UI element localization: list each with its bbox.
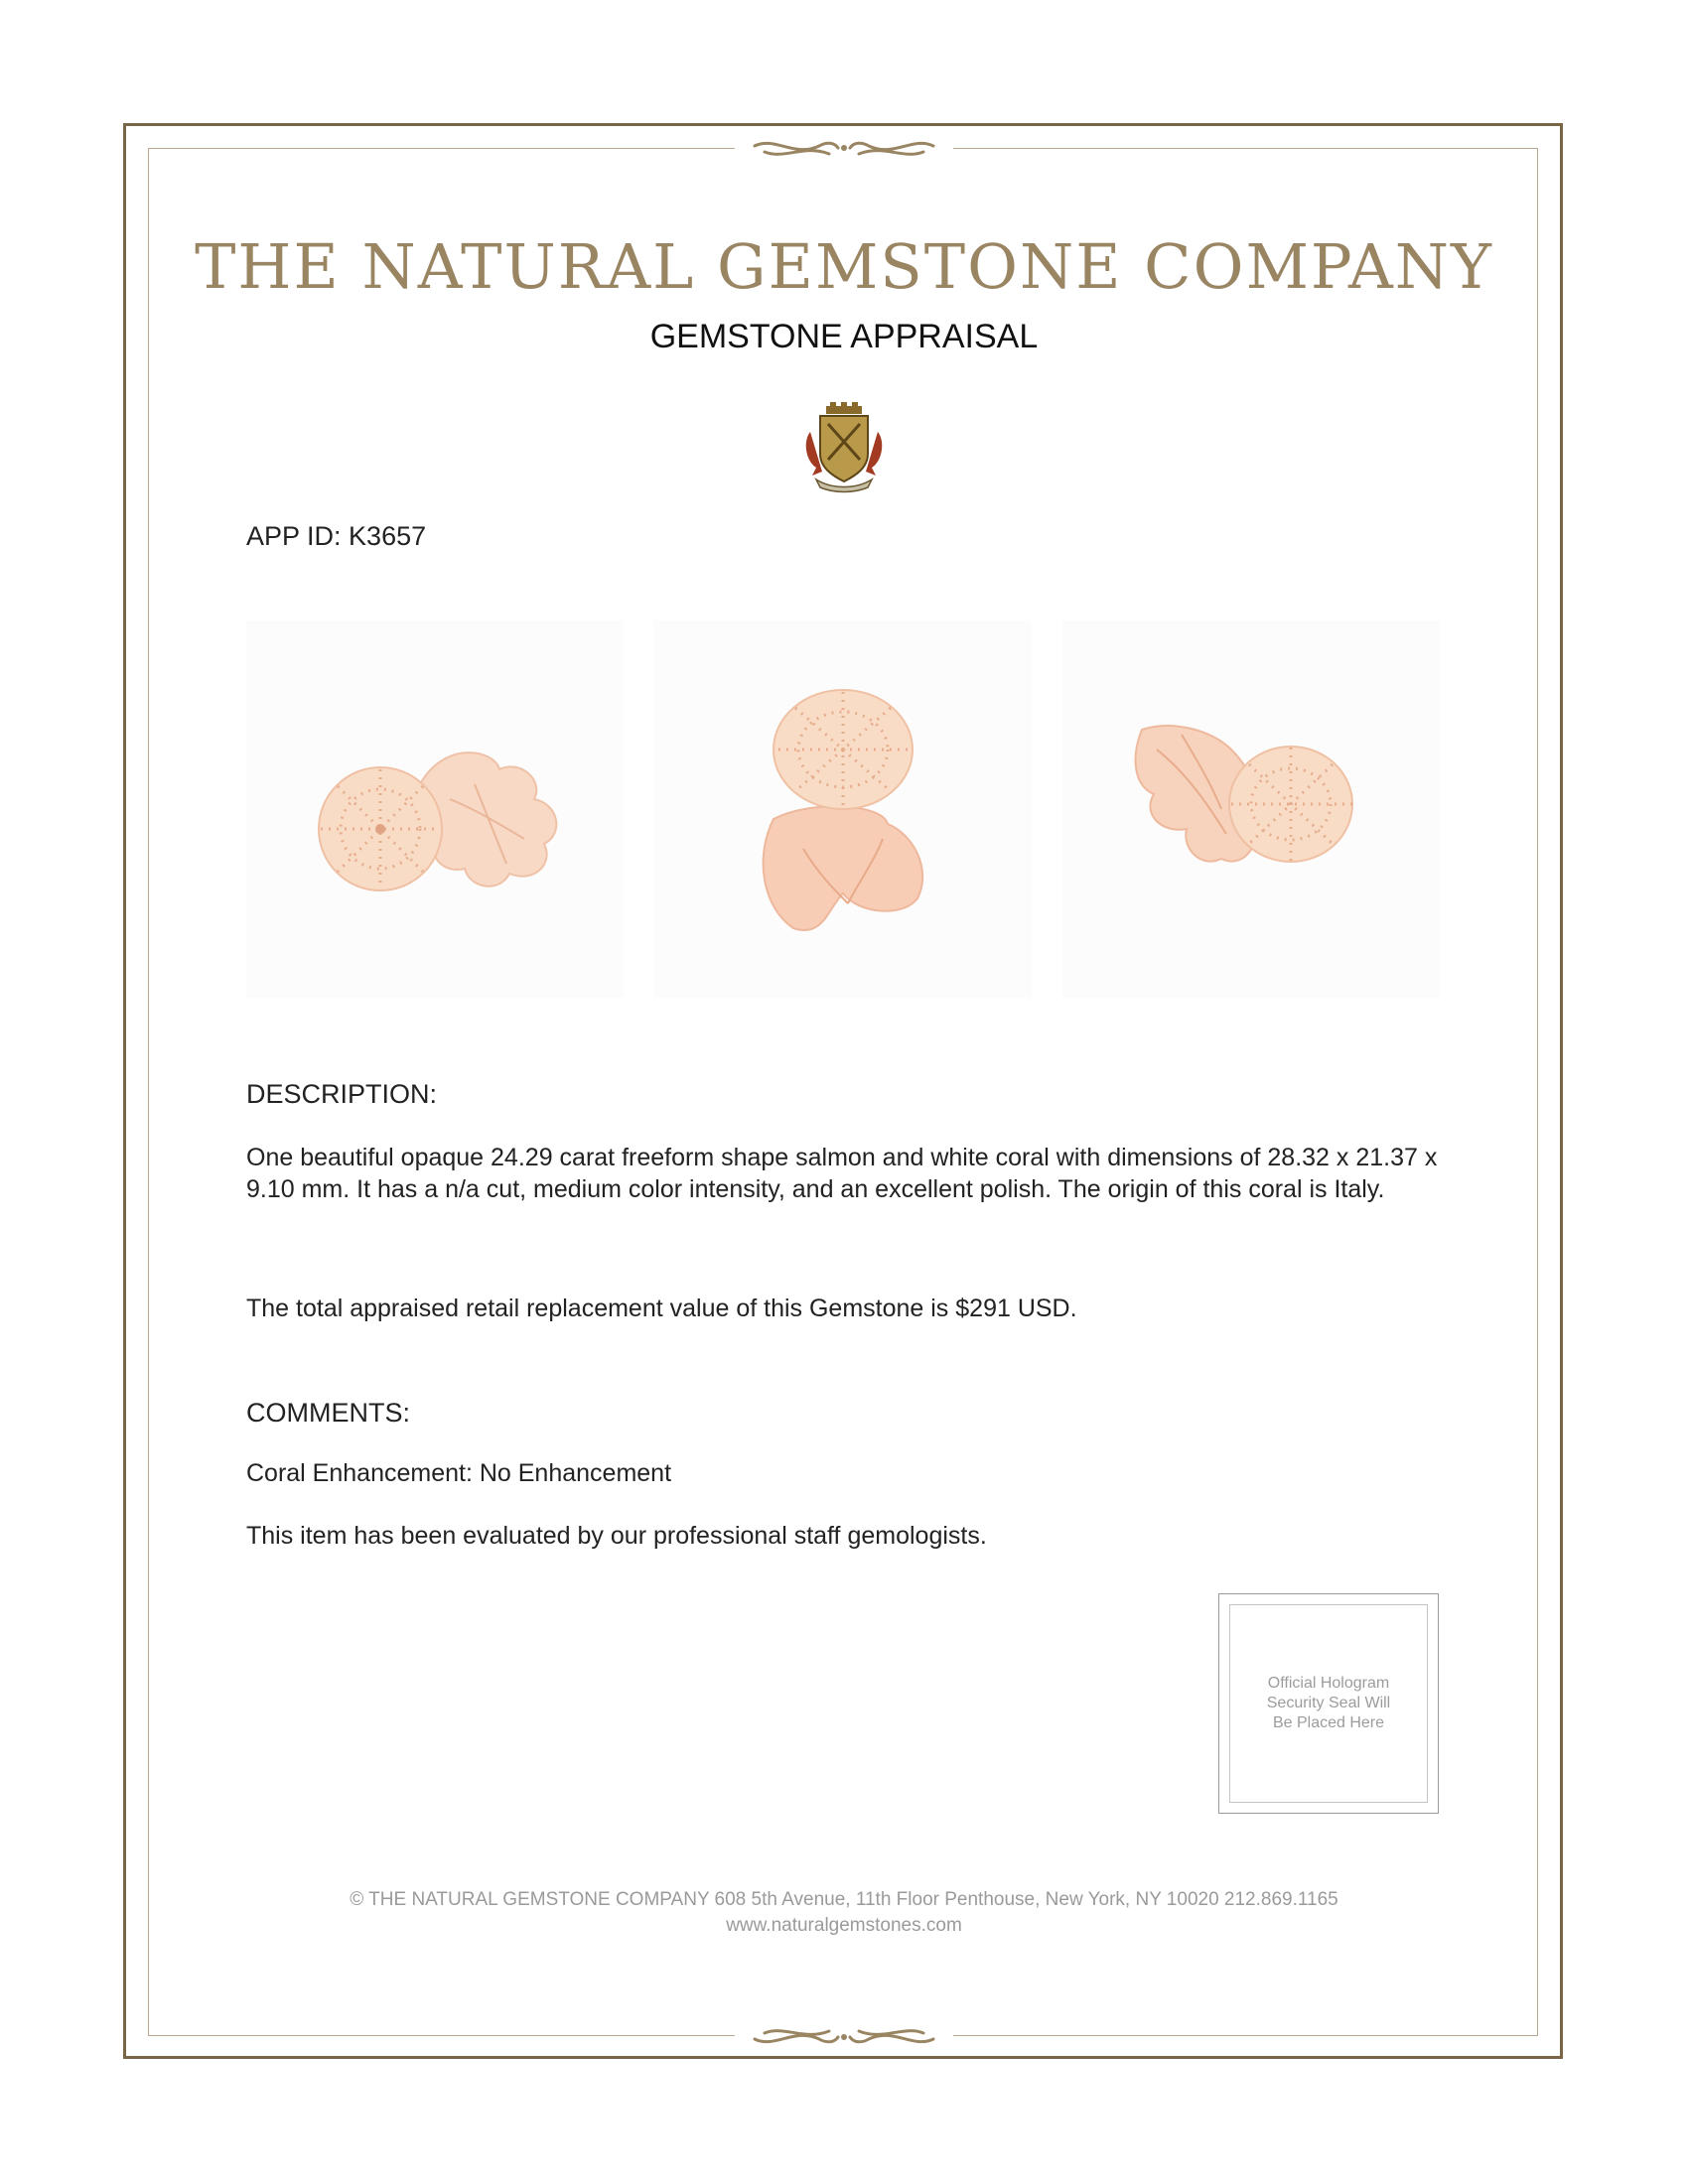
evaluation-comment: This item has been evaluated by our professional staff gemologists. bbox=[246, 1522, 987, 1550]
description-text: One beautiful opaque 24.29 carat freeform shape salmon and white coral with dimensions of 28.32 x 21.37 x 9.10 mm. It has a n/a cut, medium color intensity, and an excellent polish. The origin of this coral is Italy. bbox=[246, 1144, 1438, 1203]
top-ornament bbox=[735, 134, 953, 162]
seal-text-line: Security Seal Will bbox=[1266, 1695, 1391, 1711]
seal-text-line: Be Placed Here bbox=[1272, 1714, 1385, 1731]
gemstone-photo-top bbox=[654, 620, 1032, 998]
app-id: APP ID: K3657 bbox=[246, 521, 427, 551]
gemstone-photo-side-right bbox=[1062, 620, 1440, 998]
value-statement: The total appraised retail replacement value of this Gemstone is $291 USD. bbox=[246, 1295, 1077, 1322]
hologram-seal-placeholder bbox=[1218, 1593, 1439, 1814]
description-heading: DESCRIPTION: bbox=[246, 1079, 438, 1109]
gemstone-photo-side-left bbox=[246, 620, 624, 998]
seal-text-line: Official Hologram bbox=[1267, 1675, 1390, 1692]
company-title: THE NATURAL GEMSTONE COMPANY bbox=[195, 230, 1493, 303]
document-title: GEMSTONE APPRAISAL bbox=[649, 318, 1039, 355]
bottom-ornament bbox=[735, 2023, 953, 2051]
crest-logo-icon bbox=[802, 402, 886, 493]
footer-website[interactable]: www.naturalgemstones.com bbox=[726, 1915, 962, 1936]
comments-heading: COMMENTS: bbox=[246, 1398, 410, 1428]
enhancement-comment: Coral Enhancement: No Enhancement bbox=[246, 1459, 672, 1487]
footer-address: © THE NATURAL GEMSTONE COMPANY 608 5th Avenue, 11th Floor Penthouse, New York, NY 10020 212.869.1165 bbox=[350, 1889, 1338, 1910]
